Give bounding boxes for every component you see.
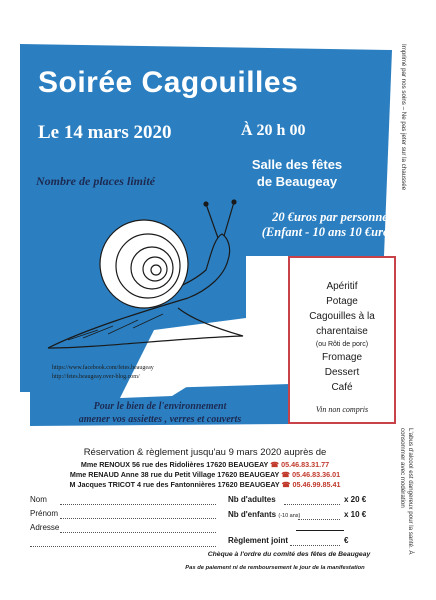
contact-line (20, 470, 390, 479)
menu-item: Café (331, 382, 353, 393)
facebook-link[interactable]: https://www.facebook.com/fetes.beaugeay (52, 365, 154, 371)
limited-places: Nombre de places limité (36, 174, 155, 188)
contact-phone: ☎ 05.46.83.36.01 (281, 470, 341, 479)
contact-phone: ☎ 05.46.83.31.77 (270, 460, 330, 469)
menu-item: Cagouilles à la (309, 311, 375, 322)
menu-item: Fromage (321, 352, 362, 363)
event-time: À 20 h 00 (241, 122, 306, 139)
adresse-field[interactable] (60, 532, 216, 533)
contact-line (20, 480, 390, 489)
reglement-label: Règlement joint (228, 536, 289, 545)
reglement-field[interactable] (290, 545, 340, 546)
enfants-field[interactable] (298, 519, 340, 520)
menu-box (288, 256, 396, 424)
menu-item: Dessert (324, 367, 360, 378)
event-title: Soirée Cagouilles (38, 66, 299, 99)
print-notice: Imprimé par nos soins – Ne pas jeter sur la chaussée (400, 44, 407, 191)
contact-phone: ☎ 05.46.99.85.41 (281, 480, 341, 489)
adresse-label: Adresse (30, 523, 60, 532)
environment-line-1: Pour le bien de l'environnement (93, 401, 227, 412)
venue-line-1: Salle des fêtes (251, 157, 343, 172)
nom-field[interactable] (60, 504, 216, 505)
menu-item: (ou Rôti de porc) (315, 341, 369, 348)
adresse-field-2[interactable] (30, 546, 216, 547)
environment-note (50, 400, 270, 426)
environment-line-2: amener vos assiettes , verres et couverts (78, 414, 242, 425)
cheque-note: Chèque à l'ordre du comité des fêtes de Beaugeay (207, 551, 371, 558)
snail-illustration (38, 198, 248, 368)
prenom-field[interactable] (60, 518, 216, 519)
menu-item: charentaise (316, 326, 368, 337)
reservation-intro: Réservation & règlement jusqu'au 9 mars 2020 auprès de (83, 447, 327, 458)
menu-note: Vin non compris (315, 405, 369, 414)
adultes-price: x 20 € (344, 495, 367, 504)
nom-label: Nom (30, 495, 47, 504)
enfants-note: (-10 ans) (278, 513, 301, 519)
web-links (52, 364, 154, 382)
venue-line-2: de Beaugeay (256, 174, 338, 189)
contact-address: M Jacques TRICOT 4 rue des Fantonnières 17620 BEAUGEAY (69, 480, 280, 489)
total-rule (296, 530, 344, 531)
contact-line (20, 460, 390, 469)
price-adult: 20 €uros par personne (272, 210, 388, 224)
enfants-text: Nb d'enfants (228, 510, 277, 519)
reglement-currency: € (344, 536, 349, 545)
enfants-label (228, 510, 300, 519)
contact-address: Mme RENAUD Anne 38 rue du Petit Village 17620 BEAUGEAY (69, 470, 280, 479)
event-date: Le 14 mars 2020 (38, 122, 172, 143)
menu-item: Potage (326, 296, 358, 307)
enfants-price: x 10 € (344, 510, 367, 519)
prenom-label: Prénom (30, 509, 59, 518)
event-venue (222, 156, 372, 190)
menu-item: Apéritif (326, 281, 358, 292)
refund-note: Pas de paiement ni de remboursement le jour de la manifestation (185, 565, 365, 571)
price-child: (Enfant - 10 ans 10 €uros) (261, 225, 399, 239)
contact-address: Mme RENOUX 56 rue des Ridolières 17620 BEAUGEAY (80, 460, 269, 469)
adultes-field[interactable] (284, 504, 340, 505)
adultes-label: Nb d'adultes (228, 495, 276, 504)
price-info (250, 210, 410, 240)
alcohol-notice: L'abus d'alcool est dangereux pour la santé. À consommer avec modération (399, 428, 414, 555)
blog-link[interactable]: http://fetes.beaugeay.over-blog.com/ (52, 374, 140, 380)
